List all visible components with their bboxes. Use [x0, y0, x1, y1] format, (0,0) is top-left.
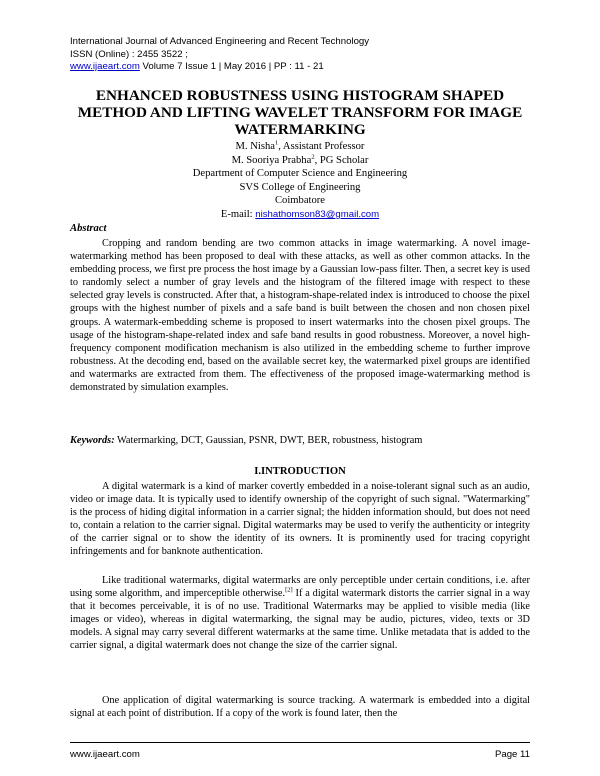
author-1-sup: 1 — [274, 139, 279, 147]
volume-info: Volume 7 Issue 1 | May 2016 | PP : 11 - 21 — [139, 61, 324, 72]
email-link[interactable]: nishathomson83@gmail.com — [255, 208, 380, 220]
author-2-sup: 2 — [311, 153, 315, 161]
author-2 — [70, 154, 530, 168]
intro-paragraph-2 — [70, 574, 530, 653]
author-1 — [70, 140, 530, 154]
keywords — [70, 435, 530, 446]
author-block — [70, 140, 530, 222]
city: Coimbatore — [274, 195, 325, 207]
author-1-role: , Assistant Professor — [278, 141, 365, 152]
abstract-text: Cropping and random bending are two common attacks in image watermarking. A novel image-watermarking method has been proposed to deal with these attacks, as well as other common attacks. In the embedding process, we first pre process the host image by a Gaussian low-pass filter. Then, a secret key is used to randomly select a number of gray levels and the histogram of the filtered image with respect to these selected gray levels is constructed. After that, a histogram-shape-related index is introduced to choose the pixel groups with the highest number of pixels and a safe band is built between the chosen and non chosen pixel groups. A watermark-embedding scheme is proposed to insert watermarks into the chosen pixel groups. The usage of the histogram-shape-related index and safe band results in good robustness. Moreover, a novel high-frequency component modification mechanism is also utilized in the embedding scheme to further improve robustness. At the decoding end, based on the available secret key, the watermarked pixel groups are identified and watermarks are extracted from them. The effectiveness of the proposed image-watermarking method is demonstrated by simulation examples. — [70, 238, 530, 394]
journal-header — [70, 36, 369, 74]
author-1-name: M. Nisha — [235, 141, 275, 152]
email-label: E-mail: — [220, 208, 256, 220]
journal-name: International Journal of Advanced Engineering and Recent Technology — [70, 36, 370, 47]
abstract-heading: Abstract — [70, 223, 107, 234]
citation-ref: [2] — [285, 586, 293, 594]
footer-website: www.ijaeart.com — [70, 749, 140, 760]
department: Department of Computer Science and Engineering — [192, 168, 408, 180]
journal-website-link[interactable]: www.ijaeart.com — [70, 61, 140, 72]
volume-line — [70, 61, 369, 74]
author-2-name: M. Sooriya Prabha — [231, 154, 312, 166]
intro-paragraph-3: One application of digital watermarking is source tracking. A watermark is embedded into a digital signal at each point of distribution. If a copy of the work is found later, then the — [70, 695, 530, 720]
email-line — [70, 208, 530, 222]
author-2-role: , PG Scholar — [314, 154, 369, 166]
section-heading-introduction: I.INTRODUCTION — [254, 466, 346, 477]
keywords-label: Keywords: — [70, 435, 115, 446]
paper-title: ENHANCED ROBUSTNESS USING HISTOGRAM SHAPED METHOD AND LIFTING WAVELET TRANSFORM FOR IMAGE WATERMARKING — [77, 87, 523, 138]
intro-p2-part-a: Like traditional watermarks, digital watermarks are only perceptible under certain conditions, i.e. after using some algorithm, and imperceptible otherwise. — [70, 575, 530, 600]
keywords-text: Watermarking, DCT, Gaussian, PSNR, DWT, BER, robustness, histogram — [114, 435, 423, 446]
issn: ISSN (Online) : 2455 3522 ; — [70, 48, 188, 60]
intro-paragraph-1: A digital watermark is a kind of marker covertly embedded in a noise-tolerant signal such as an audio, video or image data. It is typically used to identify ownership of the copyright of such signal. "Watermarking" is the process of hiding digital information in a carrier signal; the hidden information should, but does not need to, contain a relation to the carrier signal. Digital watermarks may be used to verify the authenticity or integrity of the carrier signal or to show the identity of its owners. It is prominently used for tracing copyright infringements and for banknote authentication. — [70, 481, 530, 558]
page-footer — [70, 742, 530, 760]
page-number: Page 11 — [494, 749, 530, 760]
intro-p2-part-b: If a digital watermark distorts the carrier signal in a way that it becomes perceivable, it is of no use. Traditional Watermarks may be applied to visible media (like images or video), whereas in digital watermarking, the signal may be audio, pictures, video, texts or 3D models. A signal may carry several different watermarks at the same time. Unlike metadata that is added to the carrier signal, a digital watermark does not change the size of the carrier signal. — [70, 588, 530, 652]
college: SVS College of Engineering — [239, 181, 361, 193]
